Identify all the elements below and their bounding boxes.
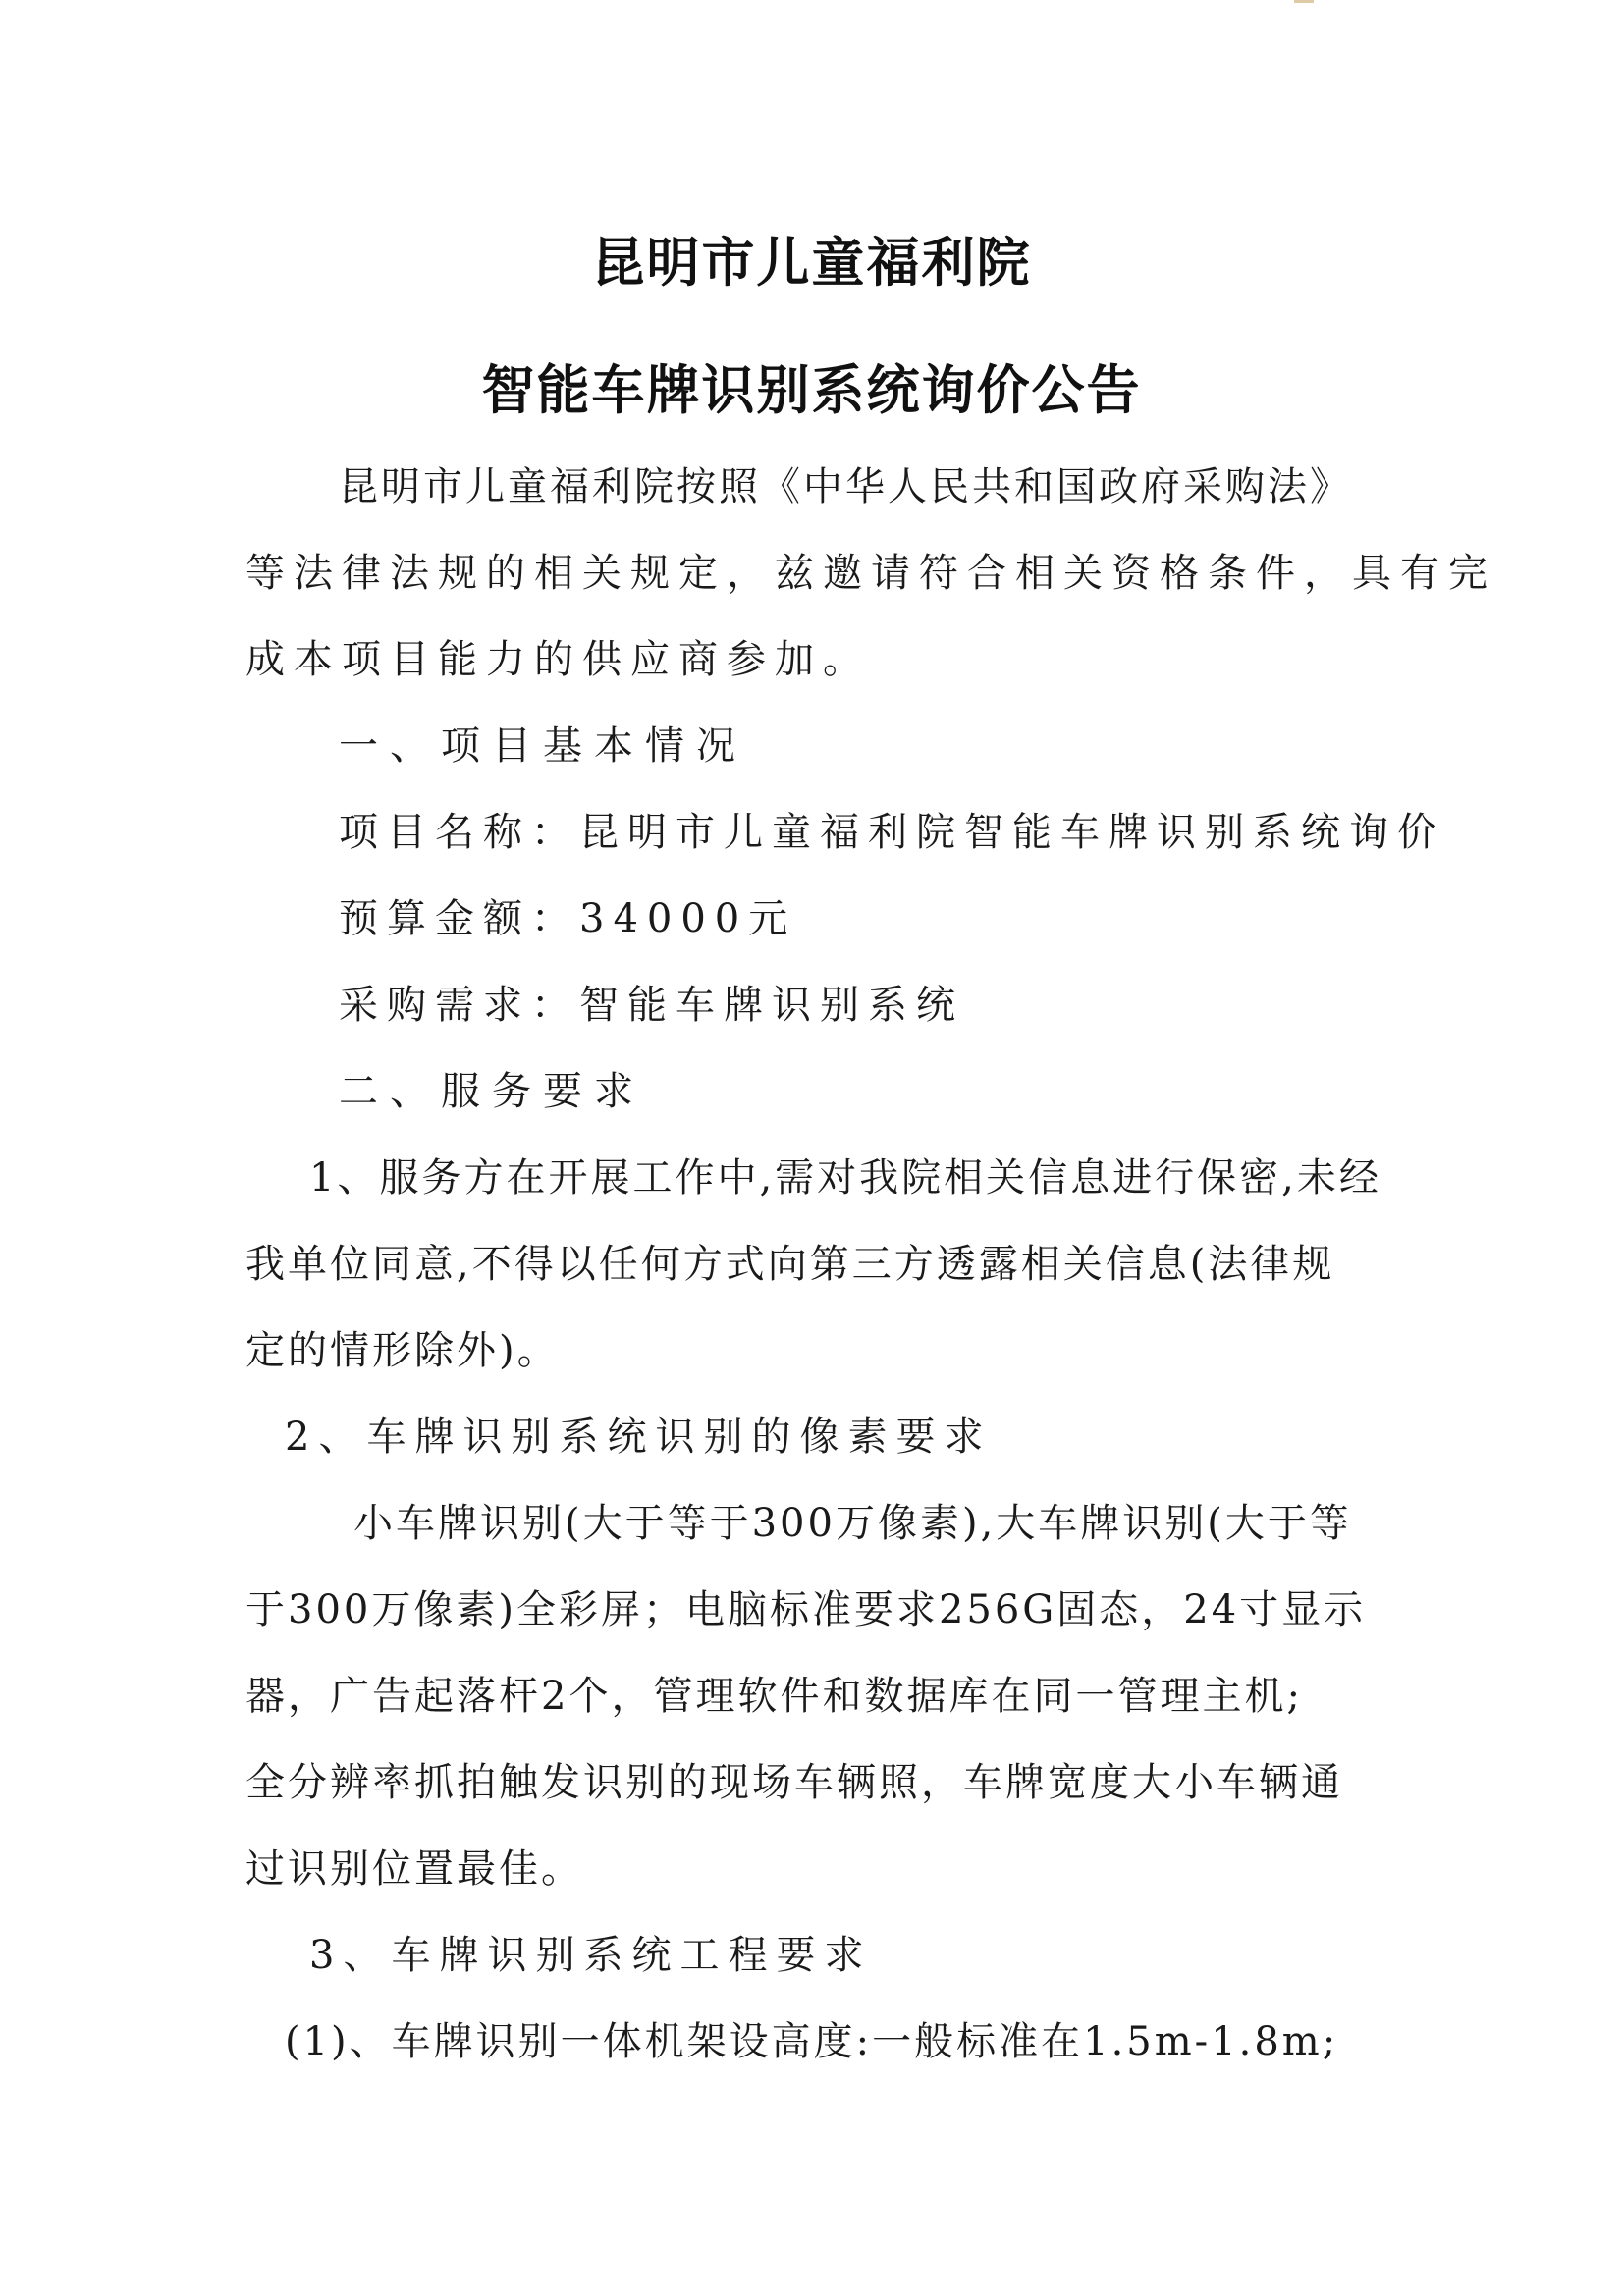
title-line-1: 昆明市儿童福利院 <box>591 232 1032 294</box>
scan-speck <box>1294 0 1314 3</box>
project-name: 项目名称：昆明市儿童福利院智能车牌识别系统询价 <box>339 810 1445 855</box>
budget-amount: 预算金额：34000元 <box>339 896 797 941</box>
intro-line-3: 成本项目能力的供应商参加。 <box>245 637 871 682</box>
title-line-2: 智能车牌识别系统询价公告 <box>481 359 1142 421</box>
item2-line-4: 全分辨率抓拍触发识别的现场车辆照，车牌宽度大小车辆通 <box>245 1760 1343 1805</box>
intro-line-2: 等法律法规的相关规定，兹邀请符合相关资格条件，具有完 <box>245 551 1496 596</box>
item1-line-3: 定的情形除外)。 <box>245 1328 560 1373</box>
item3-sub1: (1)、车牌识别一体机架设高度:一般标准在1.5m-1.8m; <box>285 2019 1339 2064</box>
item2-line-3: 器，广告起落杆2个，管理软件和数据库在同一管理主机; <box>245 1674 1303 1719</box>
procurement-requirement: 采购需求：智能车牌识别系统 <box>339 983 964 1028</box>
section2-heading: 二、服务要求 <box>339 1069 645 1114</box>
item2-heading: 2、车牌识别系统识别的像素要求 <box>285 1415 993 1460</box>
item2-line-1: 小车牌识别(大于等于300万像素),大车牌识别(大于等 <box>353 1501 1352 1546</box>
item1-line-2: 我单位同意,不得以任何方式向第三方透露相关信息(法律规 <box>245 1242 1335 1287</box>
item2-line-5: 过识别位置最佳。 <box>245 1846 583 1892</box>
intro-line-1: 昆明市儿童福利院按照《中华人民共和国政府采购法》 <box>339 464 1352 509</box>
item1-line-1: 1、服务方在开展工作中,需对我院相关信息进行保密,未经 <box>309 1155 1381 1201</box>
item2-line-2: 于300万像素)全彩屏；电脑标准要求256G固态，24寸显示 <box>245 1587 1367 1632</box>
item3-heading: 3、车牌识别系统工程要求 <box>309 1933 873 1978</box>
section1-heading: 一、项目基本情况 <box>339 723 747 769</box>
